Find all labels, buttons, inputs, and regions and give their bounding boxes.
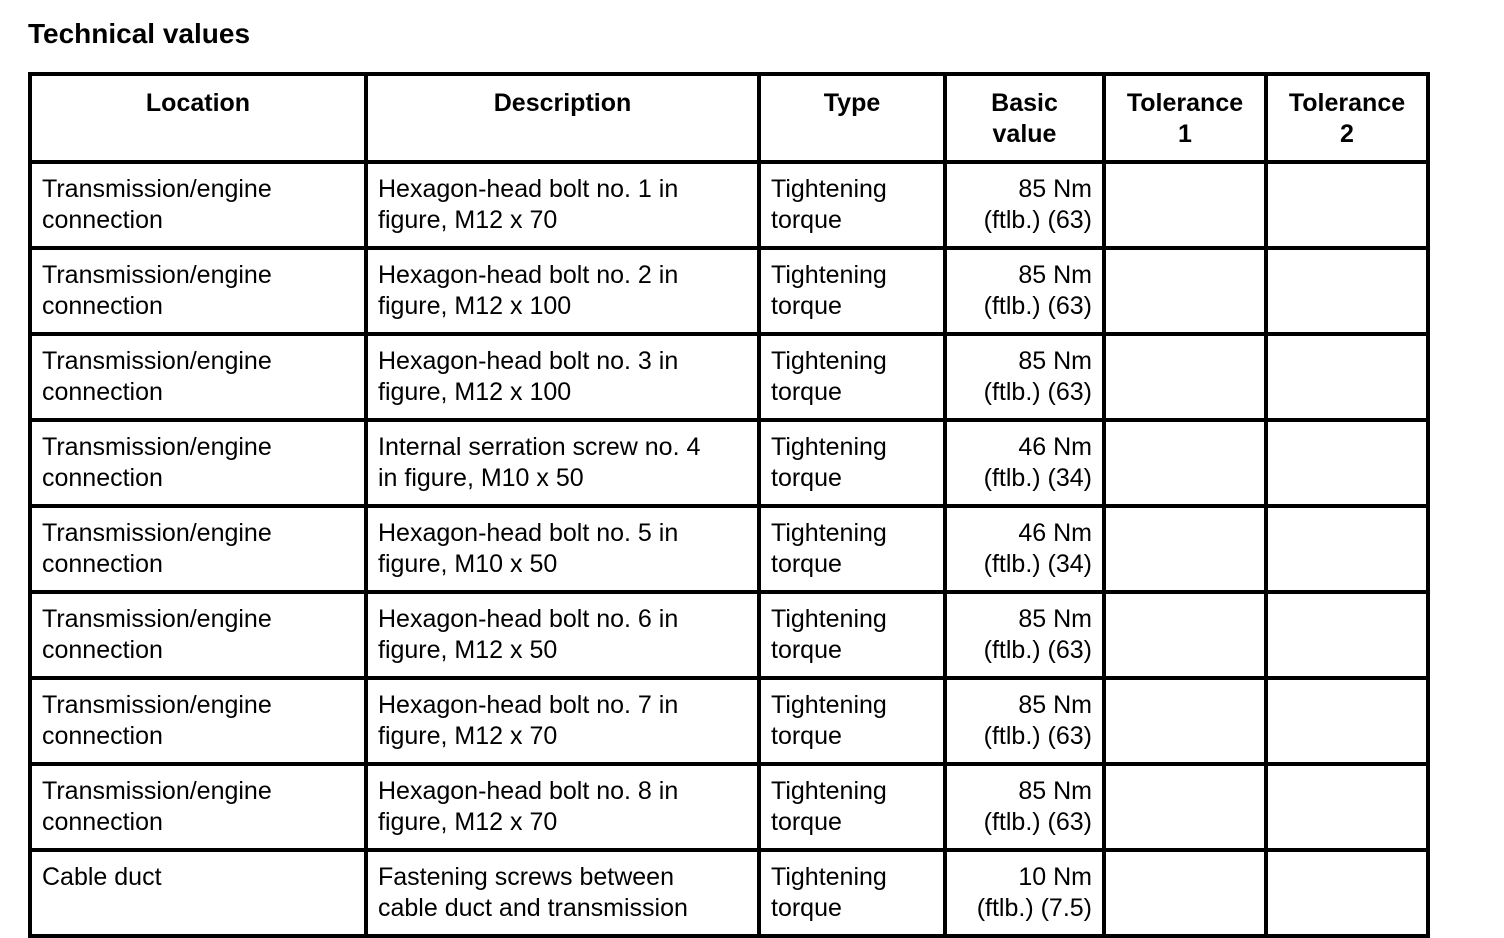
cell-location: Transmission/engine connection [30,678,366,764]
table-row [30,850,1428,936]
cell-type: Tightening torque [759,506,945,592]
cell-type: Tightening torque [759,162,945,248]
cell-description: Internal serration screw no. 4 in figure, M10 x 50 [366,420,759,506]
cell-type: Tightening torque [759,592,945,678]
cell-description: Hexagon-head bolt no. 1 in figure, M12 x 70 [366,162,759,248]
cell-location: Cable duct [30,850,366,936]
cell-basic-value: 46 Nm (ftlb.) (34) [945,506,1104,592]
cell-basic-value: 85 Nm (ftlb.) (63) [945,764,1104,850]
cell-basic-value: 85 Nm (ftlb.) (63) [945,162,1104,248]
cell-type: Tightening torque [759,678,945,764]
column-header-tolerance-1: Tolerance 1 [1104,74,1266,162]
table-header-row [30,74,1428,162]
cell-tolerance-1 [1104,678,1266,764]
cell-location: Transmission/engine connection [30,248,366,334]
cell-tolerance-1 [1104,248,1266,334]
cell-basic-value: 10 Nm (ftlb.) (7.5) [945,850,1104,936]
cell-tolerance-1 [1104,162,1266,248]
cell-basic-value: 85 Nm (ftlb.) (63) [945,334,1104,420]
table-row [30,162,1428,248]
column-header-location: Location [30,74,366,162]
table-row [30,764,1428,850]
cell-type: Tightening torque [759,850,945,936]
cell-tolerance-2 [1266,850,1428,936]
cell-location: Transmission/engine connection [30,506,366,592]
table-row [30,506,1428,592]
cell-tolerance-1 [1104,506,1266,592]
page-title: Technical values [28,18,251,49]
cell-location: Transmission/engine connection [30,764,366,850]
column-header-tolerance-2: Tolerance 2 [1266,74,1428,162]
cell-description: Hexagon-head bolt no. 6 in figure, M12 x 50 [366,592,759,678]
cell-tolerance-1 [1104,592,1266,678]
cell-tolerance-1 [1104,420,1266,506]
table-row [30,592,1428,678]
cell-tolerance-2 [1266,334,1428,420]
cell-description: Hexagon-head bolt no. 3 in figure, M12 x 100 [366,334,759,420]
table-row [30,678,1428,764]
table-row [30,420,1428,506]
column-header-basic-value: Basic value [945,74,1104,162]
technical-values-table [28,72,1430,938]
cell-basic-value: 85 Nm (ftlb.) (63) [945,678,1104,764]
cell-tolerance-2 [1266,506,1428,592]
cell-tolerance-2 [1266,678,1428,764]
cell-location: Transmission/engine connection [30,334,366,420]
cell-description: Fastening screws between cable duct and transmission [366,850,759,936]
cell-tolerance-1 [1104,764,1266,850]
cell-tolerance-2 [1266,162,1428,248]
cell-type: Tightening torque [759,420,945,506]
cell-basic-value: 85 Nm (ftlb.) (63) [945,248,1104,334]
cell-description: Hexagon-head bolt no. 2 in figure, M12 x 100 [366,248,759,334]
table-row [30,334,1428,420]
cell-location: Transmission/engine connection [30,420,366,506]
table-row [30,248,1428,334]
column-header-type: Type [759,74,945,162]
cell-type: Tightening torque [759,248,945,334]
cell-basic-value: 46 Nm (ftlb.) (34) [945,420,1104,506]
column-header-description: Description [366,74,759,162]
cell-tolerance-2 [1266,248,1428,334]
cell-description: Hexagon-head bolt no. 7 in figure, M12 x 70 [366,678,759,764]
cell-basic-value: 85 Nm (ftlb.) (63) [945,592,1104,678]
cell-tolerance-2 [1266,764,1428,850]
cell-type: Tightening torque [759,764,945,850]
cell-description: Hexagon-head bolt no. 8 in figure, M12 x 70 [366,764,759,850]
cell-tolerance-2 [1266,592,1428,678]
cell-description: Hexagon-head bolt no. 5 in figure, M10 x 50 [366,506,759,592]
cell-type: Tightening torque [759,334,945,420]
cell-tolerance-1 [1104,334,1266,420]
cell-location: Transmission/engine connection [30,162,366,248]
cell-tolerance-1 [1104,850,1266,936]
cell-tolerance-2 [1266,420,1428,506]
cell-location: Transmission/engine connection [30,592,366,678]
